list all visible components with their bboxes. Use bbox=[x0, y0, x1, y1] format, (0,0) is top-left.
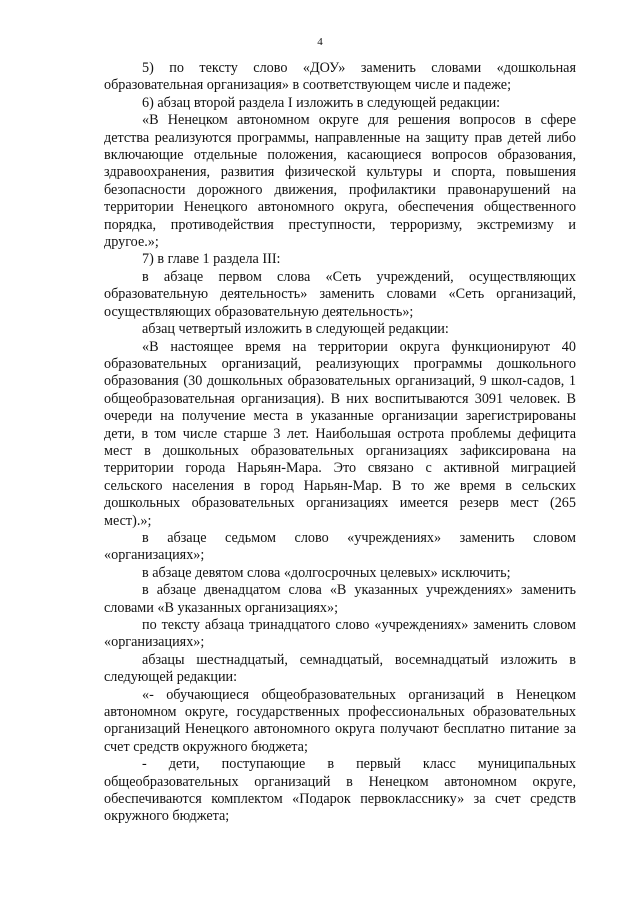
paragraph-fourth-abzac-intro: абзац четвертый изложить в следующей редакции: bbox=[142, 321, 449, 338]
paragraph-quote-fourth-abzac: «В настоящее время на территории округа функционируют 40 образовательных организаций, реализующих программы дошкольного образования (30 дошкольных образовательных организаций, 9 школ-садов, 1 общеобразовательная организация). В них воспитываются 3091 человек. В очереди на получение места в указанные организации зарегистрированы дети, в том числе старше 3 лет. Наибольшая острота проблемы дефицита мест в дошкольных образовательных организациях зафиксирована на территории города Нарьян-Мара. Это связано с активной миграцией сельского населения в город Нарьян-Мар. В то же время в сельских дошкольных образовательных организациях имеется резерв мест (265 мест).»; bbox=[104, 338, 576, 529]
page-number: 4 bbox=[317, 36, 323, 48]
paragraph-quote-section-1: «В Ненецком автономном округе для решения вопросов в сфере детства реализуются программы, направленные на защиту прав детей либо включающие отдельные положения, касающиеся вопросов образования, здравоохранения, развития физической культуры и спорта, повышения безопасности дорожного движения, профилактики правонарушений на территории Ненецкого автономного округа, обеспечения общественного порядка, противодействия преступности, терроризму, экстремизму и другое.»; bbox=[104, 112, 576, 251]
paragraph-first-abzac: в абзаце первом слова «Сеть учреждений, осуществляющих образовательную деятельность» заменить словами «Сеть организаций, осуществляющих образовательную деятельность»; bbox=[104, 268, 576, 320]
paragraph-seventh-abzac: в абзаце седьмом слово «учреждениях» заменить словом «организациях»; bbox=[104, 529, 576, 564]
paragraph-16-18-abzac-intro: абзацы шестнадцатый, семнадцатый, восемнадцатый изложить в следующей редакции: bbox=[104, 651, 576, 686]
paragraph-item-7: 7) в главе 1 раздела III: bbox=[142, 251, 281, 268]
paragraph-item-6: 6) абзац второй раздела I изложить в следующей редакции: bbox=[142, 94, 501, 111]
paragraph-item-5: 5) по тексту слово «ДОУ» заменить словами «дошкольная образовательная организация» в соответствующем числе и падеже; bbox=[104, 60, 576, 94]
document-body bbox=[104, 60, 576, 826]
paragraph-quote-first-graders: - дети, поступающие в первый класс муниципальных общеобразовательных организаций в Ненецком автономном округе, обеспечиваются комплектом «Подарок первокласснику» за счет средств окружного бюджета; bbox=[104, 756, 576, 825]
paragraph-ninth-abzac: в абзаце девятом слова «долгосрочных целевых» исключить; bbox=[142, 564, 511, 581]
paragraph-twelfth-abzac: в абзаце двенадцатом слова «В указанных учреждениях» заменить словами «В указанных организациях»; bbox=[104, 582, 576, 616]
paragraph-quote-students-meals: «- обучающиеся общеобразовательных организаций в Ненецком автономном округе, государственных профессиональных образовательных организаций Ненецкого автономного округа получают бесплатно питание за счет средств окружного бюджета; bbox=[104, 686, 576, 755]
paragraph-thirteenth-abzac: по тексту абзаца тринадцатого слово «учреждениях» заменить словом «организациях»; bbox=[104, 617, 576, 651]
